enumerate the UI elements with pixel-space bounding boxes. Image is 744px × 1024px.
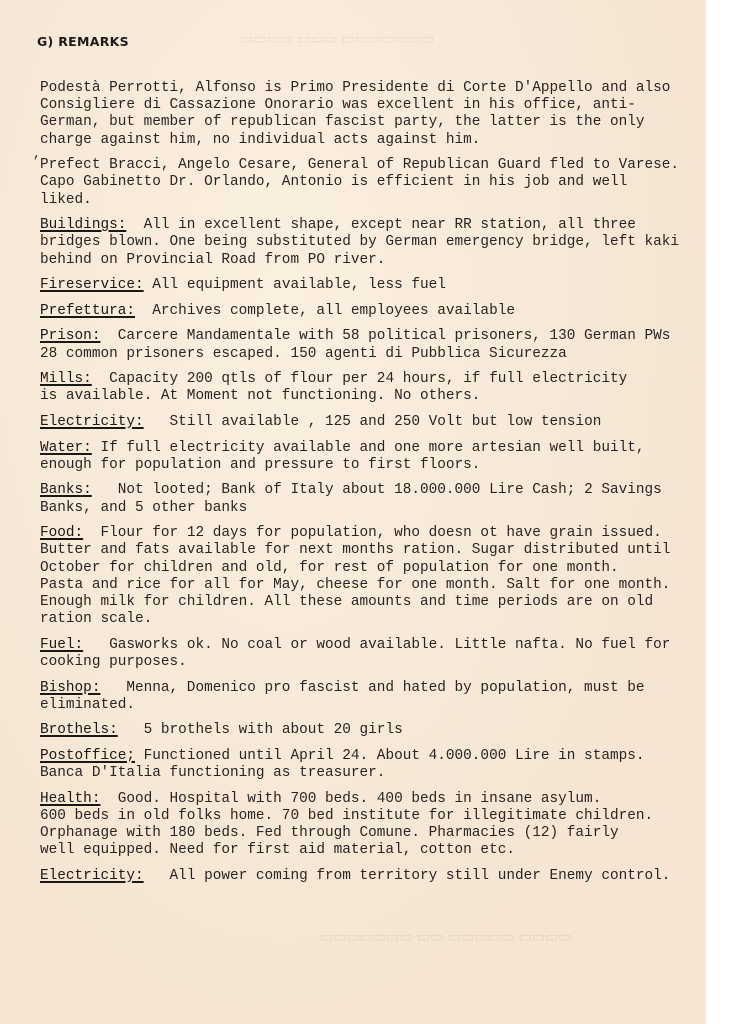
remark-line: ration scale. — [40, 611, 153, 628]
remark-label: Health: — [40, 790, 101, 807]
remark-paragraph — [40, 328, 700, 362]
remark-label: Brothels: — [40, 722, 118, 739]
remark-label: Fireservice: — [40, 277, 144, 294]
remark-paragraph — [40, 637, 700, 671]
remark-first-line — [40, 482, 700, 499]
remark-line: Podestà Perrotti, Alfonso is Primo Presidente di Corte D'Appello and also — [40, 80, 671, 96]
remark-label: Food: — [40, 525, 84, 542]
remark-paragraph — [40, 157, 700, 209]
remark-paragraph — [40, 217, 700, 269]
remark-text: All power coming from territory still under Enemy control. — [143, 867, 671, 884]
remark-first-line — [40, 748, 700, 765]
remark-text: All equipment available, less fuel — [143, 277, 446, 294]
remark-paragraph — [40, 868, 700, 885]
remark-text: All in excellent shape, except near RR station, all three — [126, 217, 636, 234]
remark-text: Good. Hospital with 700 beds. 400 beds in insane asylum. — [100, 790, 602, 807]
remark-first-line — [40, 303, 700, 320]
remark-first-line — [40, 525, 700, 542]
remark-first-line — [40, 791, 700, 808]
remark-first-line — [40, 722, 700, 739]
remark-line: enough for population and pressure to first floors. — [40, 456, 481, 473]
remark-text: Capacity 200 qtls of flour per 24 hours, if full electricity — [91, 371, 628, 388]
remark-line: bridges blown. One being substituted by German emergency bridge, left kaki — [40, 234, 680, 251]
remark-line: Capo Gabinetto Dr. Orlando, Antonio is efficient in his job and well — [40, 174, 628, 191]
remark-line: Orphanage with 180 beds. Fed through Comune. Pharmacies (12) fairly — [40, 825, 619, 842]
remark-paragraph — [40, 748, 700, 782]
remark-line: cooking purposes. — [40, 653, 187, 670]
remark-line: Enough milk for children. All these amounts and time periods are on old — [40, 593, 654, 610]
remark-text: Still available , 125 and 250 Volt but low tension — [143, 413, 602, 430]
remark-paragraph — [40, 303, 700, 320]
remark-line: 28 common prisoners escaped. 150 agenti di Pubblica Sicurezza — [40, 345, 567, 362]
remark-text: Menna, Domenico pro fascist and hated by population, must be — [100, 679, 645, 696]
remark-line: well equipped. Need for first aid material, cotton etc. — [40, 842, 515, 859]
remark-first-line — [40, 328, 700, 345]
remark-paragraph — [40, 371, 700, 405]
remark-label: Banks: — [40, 482, 92, 499]
remark-text: Archives complete, all employees available — [135, 302, 515, 319]
remark-line: behind on Provincial Road from PO river. — [40, 251, 386, 268]
remark-label: Bishop: — [40, 679, 101, 696]
remark-line: Consigliere di Cassazione Onorario was excellent in his office, anti- — [40, 97, 636, 114]
remark-text: Not looted; Bank of Italy about 18.000.000 Lire Cash; 2 Savings — [91, 482, 662, 499]
remark-line: charge against him, no individual acts against him. — [40, 131, 481, 148]
remark-paragraph — [40, 791, 700, 860]
remark-text: Gasworks ok. No coal or wood available. Little nafta. No fuel for — [83, 636, 671, 653]
bleed-through-text: ▭▭▭▭ ▭▭▭ ▭▭▭▭▭▭▭ — [240, 32, 435, 48]
remark-paragraph — [40, 414, 700, 431]
section-heading: G) REMARKS — [37, 34, 129, 49]
remark-line: October for children and old, for rest of population for one month. — [40, 559, 619, 576]
remarks-body — [40, 80, 700, 894]
remark-line: liked. — [40, 191, 92, 208]
remark-line: Pasta and rice for all for May, cheese for one month. Salt for one month. — [40, 576, 671, 593]
remark-paragraph — [40, 440, 700, 474]
remark-line: eliminated. — [40, 696, 135, 713]
remark-line: 600 beds in old folks home. 70 bed institute for illegitimate children. — [40, 807, 654, 824]
remark-label: Fuel: — [40, 636, 84, 653]
remark-first-line — [40, 680, 700, 697]
remark-label: Electricity: — [40, 867, 144, 884]
remark-line: is available. At Moment not functioning. No others. — [40, 388, 481, 405]
remark-first-line — [40, 414, 700, 431]
remark-line: German, but member of republican fascist party, the latter is the only — [40, 114, 645, 131]
remark-first-line — [40, 637, 700, 654]
remark-line: Prefect Bracci, Angelo Cesare, General of Republican Guard fled to Varese. — [40, 157, 680, 174]
remark-paragraph — [40, 680, 700, 714]
remark-line: Banks, and 5 other banks — [40, 499, 248, 516]
remark-text: 5 brothels with about 20 girls — [117, 722, 403, 739]
remark-line: Banca D'Italia functioning as treasurer. — [40, 765, 386, 782]
remark-first-line — [40, 440, 700, 457]
remark-label: Mills: — [40, 371, 92, 388]
remark-first-line — [40, 371, 700, 388]
remark-text: Functioned until April 24. About 4.000.000 Lire in stamps. — [135, 747, 645, 764]
remark-label: Postoffice; — [40, 747, 135, 764]
remark-label: Prefettura: — [40, 302, 135, 319]
remark-label: Buildings: — [40, 217, 127, 234]
remark-first-line — [40, 277, 700, 294]
remark-paragraph — [40, 722, 700, 739]
remark-paragraph — [40, 277, 700, 294]
remark-text: If full electricity available and one more artesian well built, — [91, 439, 645, 456]
remark-label: Electricity: — [40, 413, 144, 430]
remark-paragraph — [40, 482, 700, 516]
remark-text: Flour for 12 days for population, who doesn ot have grain issued. — [83, 525, 662, 542]
remark-paragraph — [40, 525, 700, 628]
remark-text: Carcere Mandamentale with 58 political prisoners, 130 German PWs — [100, 328, 671, 345]
remark-line: Butter and fats available for next months ration. Sugar distributed until — [40, 542, 671, 559]
remark-label: Prison: — [40, 328, 101, 345]
bleed-through-text: ▭▭▭▭▭▭▭ ▭▭ ▭▭▭▭▭ ▭▭▭▭ — [320, 930, 572, 946]
remark-paragraph — [40, 80, 700, 149]
remark-label: Water: — [40, 439, 92, 456]
remark-first-line — [40, 217, 700, 234]
margin-mark: , — [33, 146, 41, 161]
remark-first-line — [40, 868, 700, 885]
